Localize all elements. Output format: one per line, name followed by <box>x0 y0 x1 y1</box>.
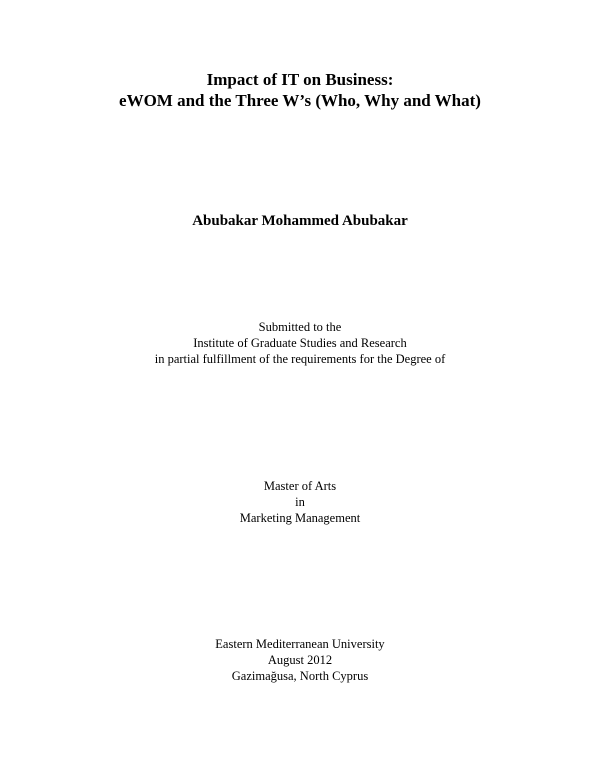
author-name-text: Abubakar Mohammed Abubakar <box>192 213 408 229</box>
submission-statement <box>0 319 600 367</box>
degree-field: Marketing Management <box>239 511 361 525</box>
institution-info <box>0 636 600 684</box>
degree-info <box>0 478 600 526</box>
submission-line-3: in partial fulfillment of the requirements for the Degree of <box>154 352 446 366</box>
submission-line-2: Institute of Graduate Studies and Research <box>193 336 407 350</box>
thesis-title <box>0 69 600 111</box>
degree-connector: in <box>295 495 305 509</box>
title-line-2: eWOM and the Three W’s (Who, Why and What) <box>119 91 481 110</box>
title-line-1: Impact of IT on Business: <box>206 70 394 89</box>
university-name: Eastern Mediterranean University <box>215 637 385 651</box>
submission-date: August 2012 <box>267 653 333 667</box>
degree-name: Master of Arts <box>263 479 337 493</box>
submission-line-1: Submitted to the <box>258 320 342 334</box>
location: Gazimağusa, North Cyprus <box>231 669 369 683</box>
author-name <box>0 212 600 231</box>
